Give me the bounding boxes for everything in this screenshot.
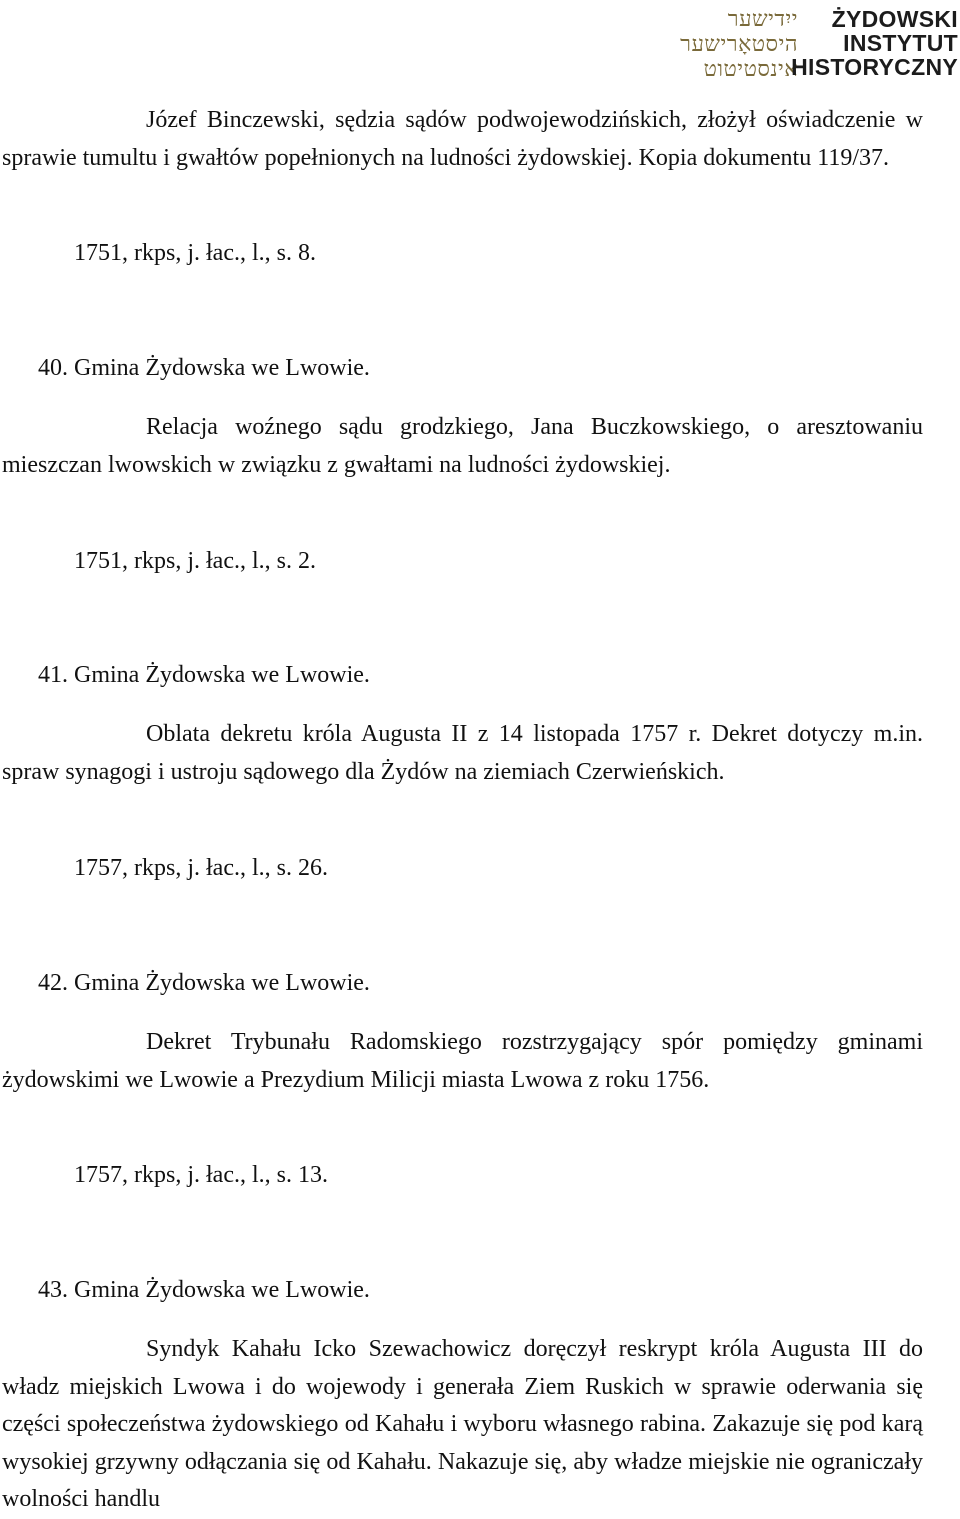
entry-description: Józef Binczewski, sędzia sądów podwojewodzińskich, złożył oświadczenie w sprawie tumultu i gwałtów popełnionych na ludności żydowskiej. Kopia dokumentu 119/37.	[2, 107, 923, 171]
entry-reference: 1757, rkps, j. łac., l., s. 26.	[74, 855, 328, 881]
logo-yiddish-line-2: היסטאָרישער	[680, 32, 798, 57]
entry-description: Dekret Trybunału Radomskiego rozstrzygający spór pomiędzy gminami żydowskimi we Lwowie a Prezydium Milicji miasta Lwowa z roku 1756.	[2, 1029, 923, 1093]
entry-reference: 1751, rkps, j. łac., l., s. 8.	[74, 240, 316, 266]
institute-logo	[618, 6, 958, 80]
entry-description: Relacja woźnego sądu grodzkiego, Jana Buczkowskiego, o aresztowaniu mieszczan lwowskich w związku z gwałtami na ludności żydowskiej.	[2, 414, 923, 478]
entry-heading: 43. Gmina Żydowska we Lwowie.	[38, 1277, 370, 1303]
entry-description: Syndyk Kahału Icko Szewachowicz doręczył reskrypt króla Augusta III do władz miejskich Lwowa i do wojewody i generała Ziem Ruskich w sprawie oderwania się części społeczeństwa żydowskiego od Kahału i wyboru własnego rabina. Zakazuje się pod karą wysokiej grzywny odłączania się od Kahału. Nakazuje się, aby władze miejskie nie ograniczały wolności handlu	[2, 1336, 923, 1512]
entry-heading: 40. Gmina Żydowska we Lwowie.	[38, 355, 370, 381]
logo-polish-line-3: HISTORYCZNY	[791, 54, 958, 80]
entry-heading: 41. Gmina Żydowska we Lwowie.	[38, 662, 370, 688]
logo-yiddish-line-3: אינסטיטוט	[703, 57, 798, 82]
logo-yiddish-line-1: ייִדישער	[727, 7, 798, 32]
entry-reference: 1751, rkps, j. łac., l., s. 2.	[74, 548, 316, 574]
entry-description: Oblata dekretu króla Augusta II z 14 listopada 1757 r. Dekret dotyczy m.in. spraw synagogi i ustroju sądowego dla Żydów na ziemiach Czerwieńskich.	[2, 721, 923, 785]
logo-polish-line-1: ŻYDOWSKI	[831, 6, 958, 32]
entry-heading: 42. Gmina Żydowska we Lwowie.	[38, 970, 370, 996]
entry-reference: 1757, rkps, j. łac., l., s. 13.	[74, 1162, 328, 1188]
logo-polish-line-2: INSTYTUT	[843, 30, 958, 56]
